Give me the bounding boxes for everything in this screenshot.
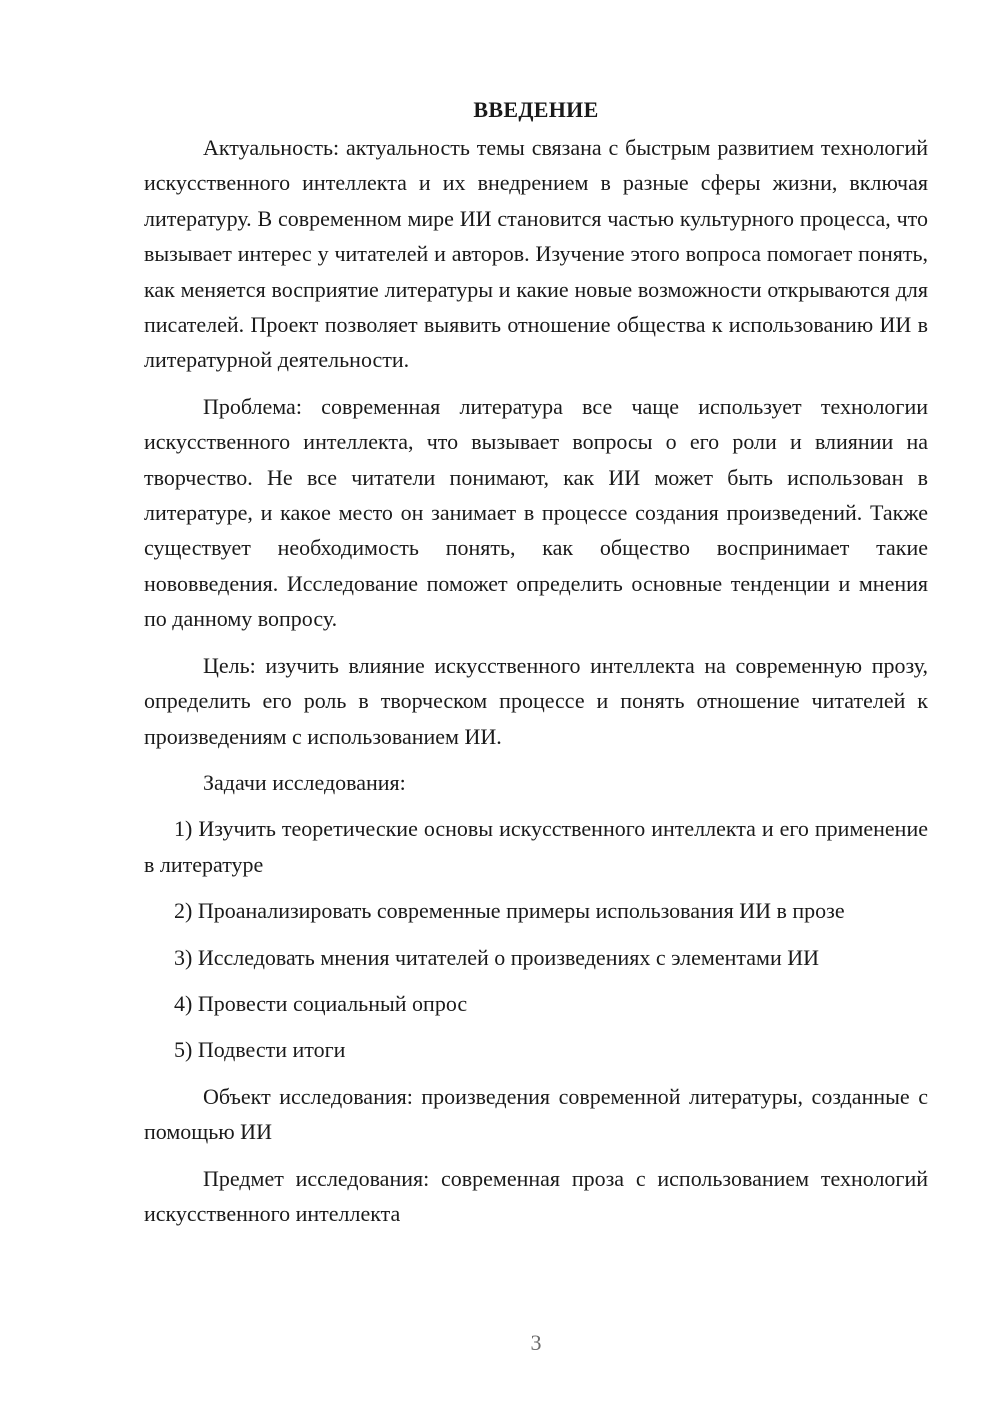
tasks-title: Задачи исследования: <box>203 769 406 795</box>
relevance-paragraph: Актуальность: актуальность темы связана с быстрым развитием технологий искусственного интеллекта и их внедрением в разные сферы жизни, включая литературу. В современном мире ИИ становится частью культурного процесса, что вызывает интерес у читателей и авторов. Изучение этого вопроса помогает понять, как меняется восприятие литературы и какие новые возможности открываются для писателей. Проект позволяет выявить отношение общества к использованию ИИ в литературной деятельности. <box>144 135 928 373</box>
document-page <box>144 92 928 1242</box>
list-item: 2) Проанализировать современные примеры использования ИИ в прозе <box>174 898 845 924</box>
list-item: 3) Исследовать мнения читателей о произведениях с элементами ИИ <box>174 944 819 970</box>
page-number: 3 <box>530 1330 542 1355</box>
problem-paragraph: Проблема: современная литература все чаще использует технологии искусственного интеллекта, что вызывает вопросы о его роли и влиянии на творчество. Не все читатели понимают, как ИИ может быть использован в литературе, и какое место он занимает в процессе создания произведений. Также существует необходимость понять, как общество воспринимает такие нововведения. Исследование поможет определить основные тенденции и мнения по данному вопросу. <box>144 393 928 632</box>
tasks-list <box>144 811 928 1067</box>
list-item: 1) Изучить теоретические основы искусственного интеллекта и его применение в литературе <box>144 816 928 877</box>
list-item: 5) Подвести итоги <box>174 1037 346 1063</box>
object-paragraph: Объект исследования: произведения современной литературы, созданные с помощью ИИ <box>144 1083 928 1145</box>
page-title: ВВЕДЕНИЕ <box>473 97 599 122</box>
subject-paragraph: Предмет исследования: современная проза с использованием технологий искусственного интеллекта <box>144 1165 928 1226</box>
list-item: 4) Провести социальный опрос <box>174 990 468 1016</box>
goal-paragraph: Цель: изучить влияние искусственного интеллекта на современную прозу, определить его роль в творческом процессе и понять отношение читателей к произведениям с использованием ИИ. <box>144 652 928 749</box>
